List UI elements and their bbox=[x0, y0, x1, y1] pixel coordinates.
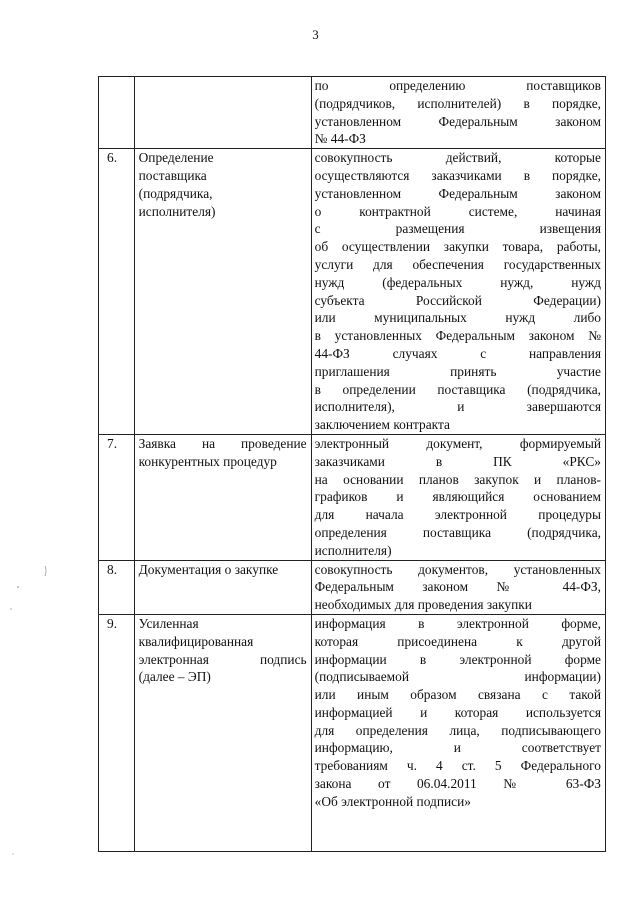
table-row bbox=[99, 77, 606, 149]
definition-line: для определения лица, подписывающего bbox=[314, 722, 601, 738]
definition-line: 44-ФЗ случаях с направления bbox=[314, 345, 601, 361]
term-line: Усиленная bbox=[138, 615, 199, 631]
row-number-text: 8. bbox=[107, 561, 118, 577]
scan-speck bbox=[17, 586, 19, 588]
term-cell bbox=[134, 434, 311, 560]
page-number: 3 bbox=[312, 27, 319, 42]
term-line: Определение bbox=[138, 150, 214, 166]
definition-line: для начала электронной процедуры bbox=[314, 507, 601, 523]
definition-line: необходимых для проведения закупки bbox=[314, 597, 532, 613]
definition-line: заключением контракта bbox=[314, 417, 450, 433]
row-number-text bbox=[107, 77, 132, 95]
definition-line: в определении поставщика (подрядчика, bbox=[314, 381, 601, 397]
definition-line: информацией и которая используется bbox=[314, 704, 601, 720]
definition-line: услуги для обеспечения государственных bbox=[314, 256, 601, 272]
definition-line: информацию, и соответствует bbox=[314, 740, 601, 756]
definition-line: в установленных Федеральным законом № bbox=[314, 328, 601, 344]
row-number bbox=[99, 149, 135, 435]
definition-line: заказчиками в ПК «РКС» bbox=[314, 453, 601, 469]
row-number bbox=[99, 434, 135, 560]
term-line: Документация о закупке bbox=[138, 561, 279, 577]
term-line: конкурентных процедур bbox=[138, 453, 277, 469]
term-line: (далее – ЭП) bbox=[138, 669, 211, 685]
definition-line: исполнителя), и завершаются bbox=[314, 399, 601, 415]
definition-line: электронный документ, формируемый bbox=[314, 435, 601, 451]
scan-speck bbox=[12, 853, 13, 854]
definition-line: с размещения извещения bbox=[314, 221, 601, 237]
definition-line: информация в электронной форме, bbox=[314, 615, 601, 631]
table-row bbox=[99, 434, 606, 560]
definition-line: или иным образом связана с такой bbox=[314, 687, 601, 703]
row-number-text: 7. bbox=[107, 435, 118, 451]
definition-line: совокупность документов, установленных bbox=[314, 561, 601, 577]
definition-line: приглашения принять участие bbox=[314, 363, 601, 379]
definition-line: по определению поставщиков bbox=[314, 78, 601, 93]
term-cell bbox=[134, 149, 311, 435]
scan-speck bbox=[45, 566, 46, 576]
table-row bbox=[99, 614, 606, 851]
table-row bbox=[99, 560, 606, 614]
term-cell bbox=[134, 614, 311, 851]
term-line: квалифицированная bbox=[138, 633, 254, 649]
table-row bbox=[99, 149, 606, 435]
definition-line: об осуществлении закупки товара, работы, bbox=[314, 239, 601, 255]
definition-line: осуществляются заказчиками в порядке, bbox=[314, 167, 601, 183]
definition-line: Федеральным законом № 44-ФЗ, bbox=[314, 579, 601, 595]
definition-cell bbox=[311, 434, 605, 560]
term-line: (подрядчика, bbox=[138, 185, 213, 201]
term-cell bbox=[134, 77, 311, 149]
definitions-table bbox=[98, 76, 606, 852]
row-number-text: 9. bbox=[107, 615, 118, 631]
definition-line: о контрактной системе, начиная bbox=[314, 203, 601, 219]
definition-line: исполнителя) bbox=[314, 542, 392, 558]
term-line: электронная подпись bbox=[138, 651, 307, 667]
definition-line: закона от 06.04.2011 № 63-ФЗ bbox=[314, 776, 601, 792]
definition-cell bbox=[311, 77, 605, 149]
definition-line: «Об электронной подписи» bbox=[314, 793, 471, 809]
term-line: исполнителя) bbox=[138, 203, 216, 219]
definition-line: нужд (федеральных нужд, нужд bbox=[314, 274, 601, 290]
term-cell bbox=[134, 560, 311, 614]
row-number bbox=[99, 560, 135, 614]
scan-speck bbox=[10, 608, 12, 610]
definition-cell bbox=[311, 560, 605, 614]
definition-line: которая присоединена к другой bbox=[314, 633, 601, 649]
definition-line: субъекта Российской Федерации) bbox=[314, 292, 601, 308]
definition-line: графиков и являющийся основанием bbox=[314, 489, 601, 505]
definition-line: определения поставщика (подрядчика, bbox=[314, 524, 601, 540]
definition-line: (подрядчиков, исполнителей) в порядке, bbox=[314, 95, 601, 111]
definition-line: информации в электронной форме bbox=[314, 651, 601, 667]
definition-cell bbox=[311, 614, 605, 851]
definition-line: установленном Федеральным законом bbox=[314, 185, 601, 201]
definitions-table-body bbox=[99, 77, 606, 852]
term-line: Заявка на проведение bbox=[138, 435, 307, 451]
definition-line: на основании планов закупок и планов- bbox=[314, 471, 601, 487]
definition-line: № 44-ФЗ bbox=[314, 131, 366, 147]
row-number bbox=[99, 77, 135, 149]
row-number-text: 6. bbox=[107, 150, 118, 166]
definition-line: (подписываемой информации) bbox=[314, 669, 601, 685]
definition-line: установленном Федеральным законом bbox=[314, 113, 601, 129]
definition-line: совокупность действий, которые bbox=[314, 150, 601, 166]
row-number bbox=[99, 614, 135, 851]
term-line: поставщика bbox=[138, 167, 207, 183]
definition-line: требованиям ч. 4 ст. 5 Федерального bbox=[314, 758, 601, 774]
definition-cell bbox=[311, 149, 605, 435]
definition-line: или муниципальных нужд либо bbox=[314, 310, 601, 326]
